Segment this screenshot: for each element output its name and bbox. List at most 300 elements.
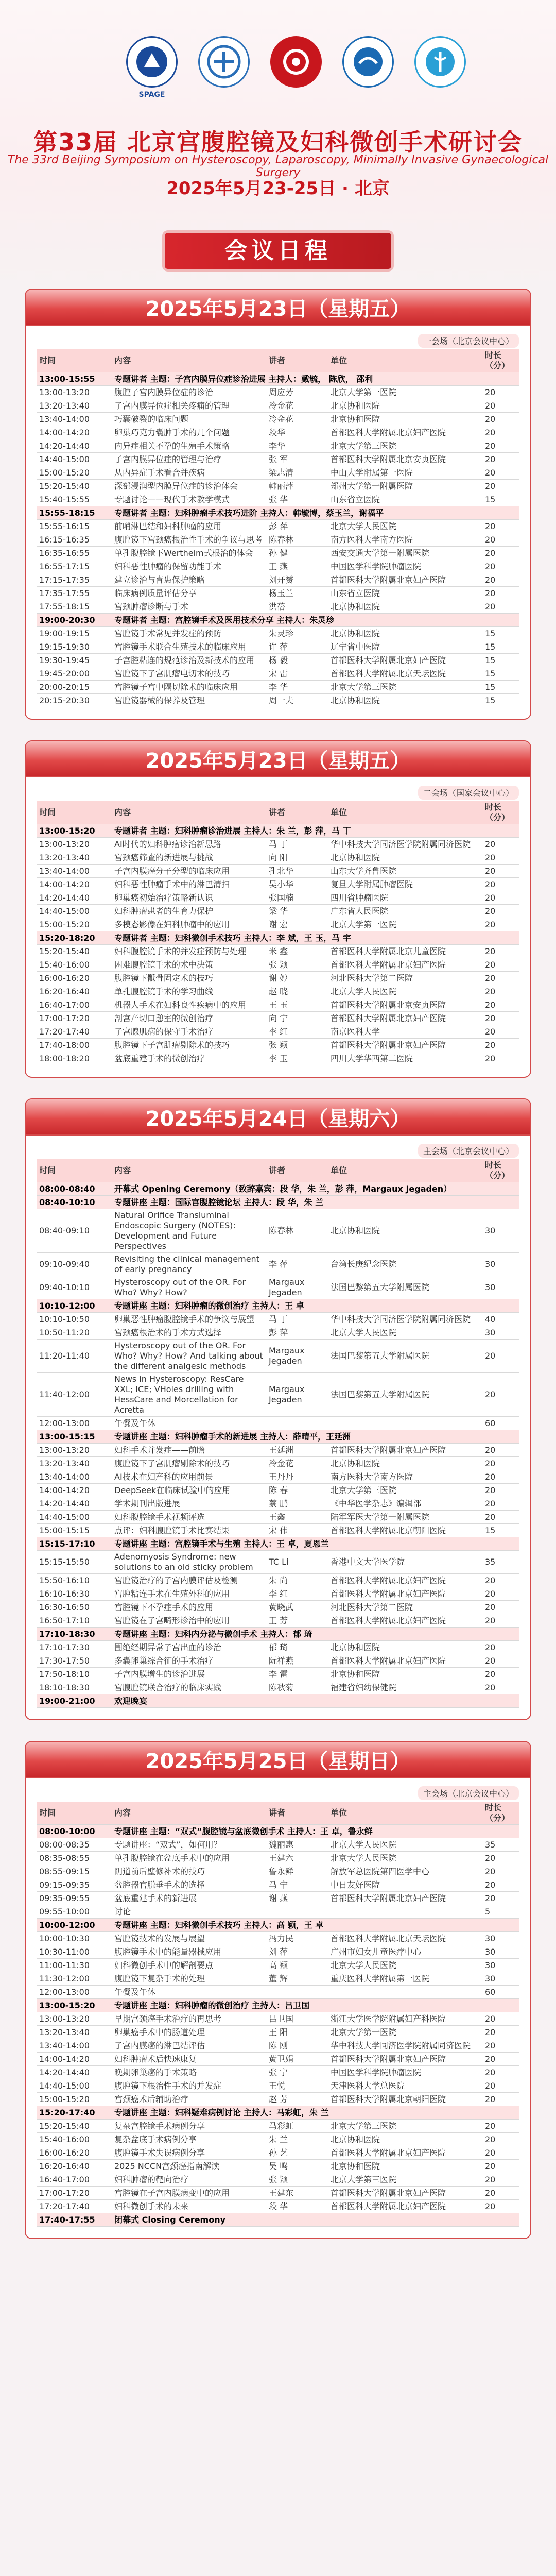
- row-time: 17:20-17:40: [39, 1026, 90, 1037]
- table-header-cell: 内容: [114, 1165, 131, 1175]
- row-unit: 复旦大学附属肿瘤医院: [331, 879, 413, 889]
- row-duration: 30: [485, 1946, 496, 1957]
- row-topic: AI技术在妇产科的应用前景: [114, 1471, 213, 1482]
- table-row: [37, 891, 519, 905]
- row-duration: 20: [485, 548, 496, 558]
- row-duration: 15: [485, 655, 496, 665]
- table-row: [37, 1497, 519, 1511]
- table-row: [37, 493, 519, 506]
- row-speaker: 魏丽惠: [269, 1839, 294, 1850]
- row-time: 13:00-13:20: [39, 387, 90, 397]
- session-time: 13:00-15:20: [39, 2000, 95, 2010]
- row-topic: 机器人手术在妇科良性疾病中的应用: [114, 999, 247, 1010]
- row-speaker: 阮祥燕: [269, 1655, 294, 1666]
- row-duration: 20: [485, 2054, 496, 2064]
- row-topic: News in Hysteroscopy: ResCare XXL; ICE; VHoles drilling with HessCare and Morcellation for Acretta: [114, 1374, 244, 1415]
- row-time: 13:40-14:00: [39, 2040, 90, 2050]
- session-row: [37, 372, 519, 386]
- row-duration: 30: [485, 1960, 496, 1970]
- row-duration: 20: [485, 1389, 496, 1399]
- row-speaker: 王 玉: [269, 999, 288, 1010]
- break-row: [37, 1986, 519, 1999]
- row-unit: 天津医科大学总医院: [331, 2080, 405, 2091]
- row-duration: 15: [485, 682, 496, 692]
- row-unit: 西安交通大学第一附属医院: [331, 548, 430, 558]
- row-unit: 北京大学第三医院: [331, 1485, 397, 1495]
- row-duration: 20: [485, 414, 496, 424]
- row-topic: 子宫腔粘连的规范诊治及新技术的应用: [114, 655, 255, 665]
- table-row: [37, 838, 519, 851]
- row-unit: 首都医科大学附属北京儿童医院: [331, 946, 446, 956]
- row-duration: 20: [485, 1682, 496, 1692]
- row-duration: 30: [485, 1973, 496, 1984]
- row-speaker: 刘开赟: [269, 574, 294, 585]
- session-row: [37, 2213, 519, 2227]
- row-unit: 北京协和医院: [331, 2134, 380, 2144]
- row-topic: 子宫内膜癌分子分型的临床应用: [114, 866, 230, 876]
- row-topic: 妇科肿瘤患者的生育力保护: [114, 906, 214, 916]
- row-time: 15:55-16:15: [39, 521, 90, 531]
- row-unit: 郑州大学第一附属医院: [331, 481, 413, 491]
- row-unit: 山东省立医院: [331, 494, 380, 504]
- session-row: [37, 931, 519, 945]
- row-topic: 剖宫产切口憩室的微创治疗: [114, 1013, 214, 1023]
- row-duration: 15: [485, 641, 496, 652]
- row-speaker: 王 阳: [269, 2027, 288, 2037]
- row-topic: 2025 NCCN宫颈癌指南解读: [114, 2161, 220, 2171]
- row-speaker: 孔北华: [269, 866, 294, 876]
- table-row: [37, 2173, 519, 2187]
- row-speaker: 梁 华: [269, 906, 288, 916]
- row-duration: 20: [485, 1893, 496, 1903]
- table-row: [37, 905, 519, 918]
- table-header-cell: 时间: [39, 1165, 56, 1175]
- session-row: [37, 1299, 519, 1313]
- row-topic: 复杂盆底手术病例分享: [114, 2134, 197, 2144]
- table-header-cell: 时间: [39, 1808, 56, 1818]
- row-time: 11:20-11:40: [39, 1351, 90, 1361]
- table-row: [37, 945, 519, 958]
- row-speaker: 李 红: [269, 1588, 288, 1599]
- row-duration: 15: [485, 1525, 496, 1535]
- session-time: 15:55-18:15: [39, 507, 95, 518]
- table-row: [37, 681, 519, 694]
- row-time: 13:40-14:00: [39, 866, 90, 876]
- row-time: 13:20-13:40: [39, 852, 90, 862]
- row-time: 13:40-14:00: [39, 1471, 90, 1482]
- row-time: 15:40-15:55: [39, 494, 90, 504]
- table-row: [37, 560, 519, 573]
- row-time: 14:20-14:40: [39, 440, 90, 451]
- row-topic: 晚期卵巢癌的手术策略: [114, 2067, 197, 2077]
- row-speaker: 洪蓓: [269, 601, 286, 612]
- row-time: 11:00-11:30: [39, 1960, 90, 1970]
- row-topic: 建立诊治与育患保护策略: [114, 574, 205, 585]
- table-row: [37, 439, 519, 453]
- row-speaker: 向 宁: [269, 1013, 288, 1023]
- table-row: [37, 2187, 519, 2200]
- row-duration: 30: [485, 1327, 496, 1337]
- row-topic: 妇科手术并发症——前瞻: [114, 1445, 205, 1455]
- row-duration: 20: [485, 959, 496, 970]
- table-row: [37, 2026, 519, 2039]
- session-row: [37, 1694, 519, 1708]
- table-row: [37, 399, 519, 413]
- room-line: [37, 1141, 519, 1159]
- row-time: 10:00-10:30: [39, 1933, 90, 1943]
- row-speaker: Margaux Jegaden: [269, 1346, 305, 1366]
- table-row: [37, 2146, 519, 2160]
- row-unit: 首都医科大学附属北京妇产医院: [331, 1013, 446, 1023]
- row-time: 16:55-17:15: [39, 561, 90, 571]
- table-row: [37, 1524, 519, 1537]
- table-row: [37, 1025, 519, 1039]
- row-duration: 20: [485, 1615, 496, 1625]
- row-duration: 20: [485, 866, 496, 876]
- row-speaker: 陈春林: [269, 534, 294, 545]
- row-unit: 北京协和医院: [331, 1226, 380, 1235]
- row-time: 16:20-16:40: [39, 986, 90, 996]
- session-title: 专题讲座 主题：妇科肿瘤的微创治疗 主持人：吕卫国: [114, 2000, 310, 2010]
- row-unit: 北京协和医院: [331, 695, 380, 705]
- row-unit: 北京协和医院: [331, 601, 380, 612]
- row-duration: 20: [485, 906, 496, 916]
- row-speaker: 陈 春: [269, 1485, 288, 1495]
- row-unit: 香港中文大学医学院: [331, 1557, 405, 1567]
- room-line: [37, 783, 519, 801]
- row-topic: 妇科微创手术中的解剖要点: [114, 1960, 214, 1970]
- table-row: [37, 2053, 519, 2066]
- row-unit: 中国医学科学院肿瘤医院: [331, 2067, 422, 2077]
- row-unit: 首都医科大学附属北京朝阳医院: [331, 2094, 446, 2104]
- table-row: [37, 2039, 519, 2053]
- table-header-cell: 单位: [331, 1165, 348, 1175]
- table-row: [37, 998, 519, 1012]
- row-topic: 宫颈癌术后辅助治疗: [114, 2094, 189, 2104]
- row-unit: 北京大学第三医院: [331, 2174, 397, 2184]
- table-row: [37, 2160, 519, 2173]
- row-topic: 盆底重建手术的微创治疗: [114, 1053, 205, 1063]
- table-row: [37, 1276, 519, 1299]
- row-unit: 北京协和医院: [331, 628, 380, 638]
- row-duration: 20: [485, 1445, 496, 1455]
- table-row: [37, 547, 519, 560]
- row-speaker: Margaux Jegaden: [269, 1277, 305, 1297]
- table-row: [37, 600, 519, 614]
- row-duration: 20: [485, 1498, 496, 1509]
- row-time: 13:20-13:40: [39, 2027, 90, 2037]
- row-speaker: 张 颖: [269, 959, 288, 970]
- row-unit: 广东省人民医院: [331, 906, 389, 916]
- row-time: 14:40-15:00: [39, 454, 90, 464]
- session-row: [37, 1182, 519, 1196]
- row-duration: 20: [485, 427, 496, 437]
- row-time: 13:00-13:20: [39, 1445, 90, 1455]
- row-speaker: 张 宁: [269, 2067, 288, 2077]
- row-time: 14:00-14:20: [39, 879, 90, 889]
- row-duration: 20: [485, 2067, 496, 2077]
- row-unit: 首都医科大学附属北京妇产医院: [331, 1040, 446, 1050]
- logo-2: [196, 36, 252, 113]
- session-time: 08:00-10:00: [39, 1826, 95, 1836]
- row-time: 14:20-14:40: [39, 2067, 90, 2077]
- row-duration: 15: [485, 628, 496, 638]
- row-time: 13:40-14:00: [39, 414, 90, 424]
- row-duration: 20: [485, 1669, 496, 1679]
- row-speaker: 陈 刚: [269, 2040, 288, 2050]
- row-duration: 20: [485, 588, 496, 598]
- row-unit: 浙江大学医学院附属妇产科医院: [331, 2013, 446, 2024]
- row-topic: 子宫内膜癌的淋巴结评估: [114, 2040, 205, 2050]
- row-speaker: TC Li: [269, 1557, 289, 1567]
- row-topic: 从内异症手术看合并疾病: [114, 467, 205, 478]
- row-topic: 深部浸润型内膜异位症的诊治体会: [114, 481, 238, 491]
- row-topic: 妇科恶性肿瘤手术中的淋巴清扫: [114, 879, 230, 889]
- row-topic: 卵巢癌手术中的肠道处理: [114, 2027, 205, 2037]
- table-row: [37, 851, 519, 865]
- row-unit: [328, 1911, 483, 1913]
- table-header-cell: 时间: [39, 355, 56, 365]
- row-speaker: 吴小华: [269, 879, 294, 889]
- row-duration: 20: [485, 601, 496, 612]
- row-duration: 20: [485, 946, 496, 956]
- break-time: 12:00-13:00: [39, 1987, 90, 1997]
- row-time: 09:55-10:00: [39, 1906, 90, 1917]
- table-row: [37, 480, 519, 493]
- row-time: 19:30-19:45: [39, 655, 90, 665]
- row-topic: 点评：妇科腹腔镜手术比赛结果: [114, 1525, 230, 1535]
- table-row: [37, 640, 519, 654]
- row-speaker: 张 颖: [269, 1040, 288, 1050]
- row-duration: 20: [485, 2201, 496, 2211]
- row-time: 18:00-18:20: [39, 1053, 90, 1063]
- row-time: 15:00-15:20: [39, 467, 90, 478]
- row-speaker: 彭 萍: [269, 1327, 288, 1337]
- row-duration: 20: [485, 2188, 496, 2198]
- row-time: 16:00-16:20: [39, 973, 90, 983]
- row-unit: 四川省肿瘤医院: [331, 892, 389, 903]
- row-topic: 妇科肿瘤的靶向治疗: [114, 2174, 189, 2184]
- row-unit: 南方医科大学南方医院: [331, 1471, 413, 1482]
- row-time: 09:40-10:10: [39, 1282, 90, 1292]
- row-topic: Hysteroscopy out of the OR. For Who? Why? How?: [114, 1277, 246, 1297]
- session-row: [37, 1196, 519, 1209]
- table-row: [37, 1852, 519, 1865]
- row-topic: 宫颈癌筛查的新进展与挑战: [114, 852, 214, 862]
- room-label: 主会场（北京会议中心）: [418, 1144, 519, 1158]
- row-speaker: 王悦: [269, 2080, 286, 2091]
- row-duration: 20: [485, 2027, 496, 2037]
- row-time: 14:20-14:40: [39, 892, 90, 903]
- row-speaker: 高 颖: [269, 1960, 288, 1970]
- row-unit: 陆军军医大学第一附属医院: [331, 1512, 430, 1522]
- session-title: 专题讲座 主题：国际宫腹腔镜论坛 主持人：段 华，朱 兰: [114, 1197, 324, 1207]
- session-time: 19:00-20:30: [39, 615, 95, 625]
- table-header-cell: 时长（分）: [485, 350, 510, 370]
- table-row: [37, 1905, 519, 1919]
- row-unit: 首都医科大学附属北京天坛医院: [331, 668, 446, 679]
- row-speaker: 段华: [269, 427, 286, 437]
- table-header-cell: 讲者: [269, 355, 286, 365]
- row-speaker: 吴 鸣: [269, 2161, 288, 2171]
- session-title: 专题讲者 主题：妇科肿瘤手术技巧进阶 主持人：韩毓博，蔡玉兰，谢福平: [114, 507, 384, 518]
- row-time: 14:40-15:00: [39, 906, 90, 916]
- row-time: 17:30-17:50: [39, 1655, 90, 1666]
- day-card-2: [25, 740, 531, 1078]
- row-speaker: 谢 婷: [269, 973, 288, 983]
- table-row: [37, 386, 519, 399]
- row-unit: 华中科技大学同济医学院附属同济医院: [331, 1314, 471, 1324]
- row-time: 15:50-16:10: [39, 1575, 90, 1585]
- session-time: 10:10-12:00: [39, 1300, 95, 1311]
- row-unit: 首都医科大学附属北京安贞医院: [331, 454, 446, 464]
- table-row: [37, 573, 519, 587]
- row-topic: 多模态影像在妇科肿瘤中的应用: [114, 919, 230, 929]
- table-row: [37, 654, 519, 667]
- row-unit: 首都医科大学附属北京妇产医院: [331, 2201, 446, 2211]
- row-duration: 20: [485, 2094, 496, 2104]
- session-row: [37, 614, 519, 627]
- session-title: 专题讲座 主题：妇科肿瘤手术的新进展 主持人：薛晴平，王延洲: [114, 1431, 351, 1442]
- row-speaker: 孙 健: [269, 548, 288, 558]
- session-title: 专题讲者 主题：妇科微创手术技巧 主持人：李 斌，王 玉，马 宇: [114, 933, 351, 943]
- row-duration: 20: [485, 1026, 496, 1037]
- row-time: 17:55-18:15: [39, 601, 90, 612]
- logo-5: [412, 36, 468, 113]
- table-row: [37, 2093, 519, 2106]
- table-row: [37, 426, 519, 439]
- room-label: 二会场（国家会议中心）: [418, 786, 519, 800]
- row-time: 15:20-15:40: [39, 2121, 90, 2131]
- table-row: [37, 1052, 519, 1065]
- table-header-cell: 内容: [114, 1808, 131, 1818]
- row-unit: 首都医科大学附属北京妇产医院: [331, 1655, 446, 1666]
- session-time: 13:00-15:15: [39, 1431, 95, 1442]
- row-duration: 30: [485, 1259, 496, 1269]
- row-duration: 20: [485, 1642, 496, 1652]
- row-unit: 福建省妇幼保健院: [331, 1682, 397, 1692]
- row-time: 09:10-09:40: [39, 1259, 90, 1269]
- row-unit: 法国巴黎第五大学附属医院: [331, 1389, 430, 1399]
- row-speaker: 朱灵珍: [269, 628, 294, 638]
- row-duration: 20: [485, 1013, 496, 1023]
- row-speaker: 吕卫国: [269, 2013, 294, 2024]
- row-time: 15:40-16:00: [39, 959, 90, 970]
- row-topic: 宫腔镜技术的发展与展望: [114, 1933, 205, 1943]
- table-header-cell: 讲者: [269, 1808, 286, 1818]
- row-unit: 台湾长庚纪念医院: [331, 1259, 397, 1269]
- row-topic: 腹腔镜下子宫肌瘤剔除术的技巧: [114, 1040, 230, 1050]
- row-speaker: 李华: [269, 440, 286, 451]
- table-row: [37, 533, 519, 547]
- row-speaker: 许 萍: [269, 641, 288, 652]
- logo-1: [124, 36, 180, 113]
- row-speaker: 赵 晓: [269, 986, 288, 996]
- row-topic: 巧囊破裂的临床问题: [114, 414, 189, 424]
- row-topic: Revisiting the clinical management of early pregnancy: [114, 1254, 259, 1274]
- table-row: [37, 865, 519, 878]
- row-topic: Adenomyosis Syndrome: new solutions to an old sticky problem: [114, 1552, 253, 1572]
- row-topic: 腹腔镜下复杂手术的处理: [114, 1973, 205, 1984]
- row-unit: 中国医学科学院肿瘤医院: [331, 561, 422, 571]
- table-row: [37, 1654, 519, 1668]
- row-speaker: 张国楠: [269, 892, 294, 903]
- row-topic: 多囊卵巢综合征的手术治疗: [114, 1655, 214, 1666]
- table-row: [37, 2200, 519, 2213]
- row-topic: 腹腔子宫内膜异位症的诊治: [114, 387, 214, 397]
- table-row: [37, 1945, 519, 1959]
- row-topic: 宫腔粘连手术在生殖外科的应用: [114, 1588, 230, 1599]
- page-title: 第33届 北京宫腹腔镜及妇科微创手术研讨会: [33, 128, 523, 156]
- logo-3: [268, 36, 324, 113]
- table-header-cell: 单位: [331, 807, 348, 817]
- table-row: [37, 1959, 519, 1972]
- row-duration: 20: [485, 1655, 496, 1666]
- row-speaker: 向 阳: [269, 852, 288, 862]
- row-unit: 法国巴黎第五大学附属医院: [331, 1351, 430, 1361]
- row-speaker: 冷金花: [269, 414, 294, 424]
- table-row: [37, 972, 519, 985]
- row-unit: 首都医科大学附属北京妇产医院: [331, 959, 446, 970]
- row-speaker: 王鑫: [269, 1512, 286, 1522]
- row-topic: 腹腔镜下子宫肌瘤剔除术的技巧: [114, 1458, 230, 1468]
- session-title: 闭幕式 Closing Ceremony: [114, 2214, 226, 2225]
- row-time: 18:10-18:30: [39, 1682, 90, 1692]
- row-time: 13:00-13:20: [39, 839, 90, 849]
- row-time: 09:15-09:35: [39, 1879, 90, 1890]
- row-topic: 卵巢恶性肿瘤腹腔镜手术的争议与展望: [114, 1314, 255, 1324]
- row-unit: 山东省立医院: [331, 588, 380, 598]
- row-unit: 辽宁省中医院: [331, 641, 380, 652]
- row-duration: 20: [485, 1879, 496, 1890]
- row-duration: 20: [485, 1853, 496, 1863]
- row-unit: 首都医科大学附属北京妇产医院: [331, 1575, 446, 1585]
- row-topic: 早期宫颈癌手术治疗的再思考: [114, 2013, 222, 2024]
- row-unit: 解放军总医院第四医学中心: [331, 1866, 430, 1876]
- table-row: [37, 1470, 519, 1484]
- row-time: 15:20-15:40: [39, 481, 90, 491]
- row-duration: 20: [485, 467, 496, 478]
- row-duration: 20: [485, 1866, 496, 1876]
- table-row: [37, 627, 519, 640]
- row-unit: 首都医科大学附属北京妇产医院: [331, 2054, 446, 2064]
- session-row: [37, 1430, 519, 1444]
- room-label: 主会场（北京会议中心）: [418, 1786, 519, 1800]
- row-speaker: 王延洲: [269, 1445, 294, 1455]
- row-unit: 首都医科大学附属北京妇产医院: [331, 1893, 446, 1903]
- row-time: 08:00-08:35: [39, 1839, 90, 1850]
- row-topic: AI时代的妇科肿瘤诊治新思路: [114, 839, 221, 849]
- row-duration: 20: [485, 521, 496, 531]
- row-duration: 20: [485, 1458, 496, 1468]
- row-topic: 宫腔镜器械的保养及管理: [114, 695, 205, 705]
- row-topic: 妇科腹腔镜手术的并发症预防与处理: [114, 946, 247, 956]
- table-row: [37, 1614, 519, 1628]
- row-unit: 首都医科大学附属北京妇产医院: [331, 2147, 446, 2158]
- table-header-cell: 内容: [114, 807, 131, 817]
- table-row: [37, 1444, 519, 1457]
- row-time: 16:10-16:30: [39, 1588, 90, 1599]
- row-time: 10:30-11:00: [39, 1946, 90, 1957]
- row-topic: 学术期刊出版进展: [114, 1498, 181, 1509]
- row-topic: 单孔腹腔镜在盆底手术中的应用: [114, 1853, 230, 1863]
- row-speaker: 马 丁: [269, 839, 288, 849]
- row-topic: 子宫内膜异位症的管理与治疗: [114, 454, 222, 464]
- session-time: 19:00-21:00: [39, 1696, 95, 1706]
- row-speaker: 孙 艺: [269, 2147, 288, 2158]
- table-header-cell: 时长（分）: [485, 1803, 510, 1823]
- row-speaker: 鲁永鲜: [269, 1866, 294, 1876]
